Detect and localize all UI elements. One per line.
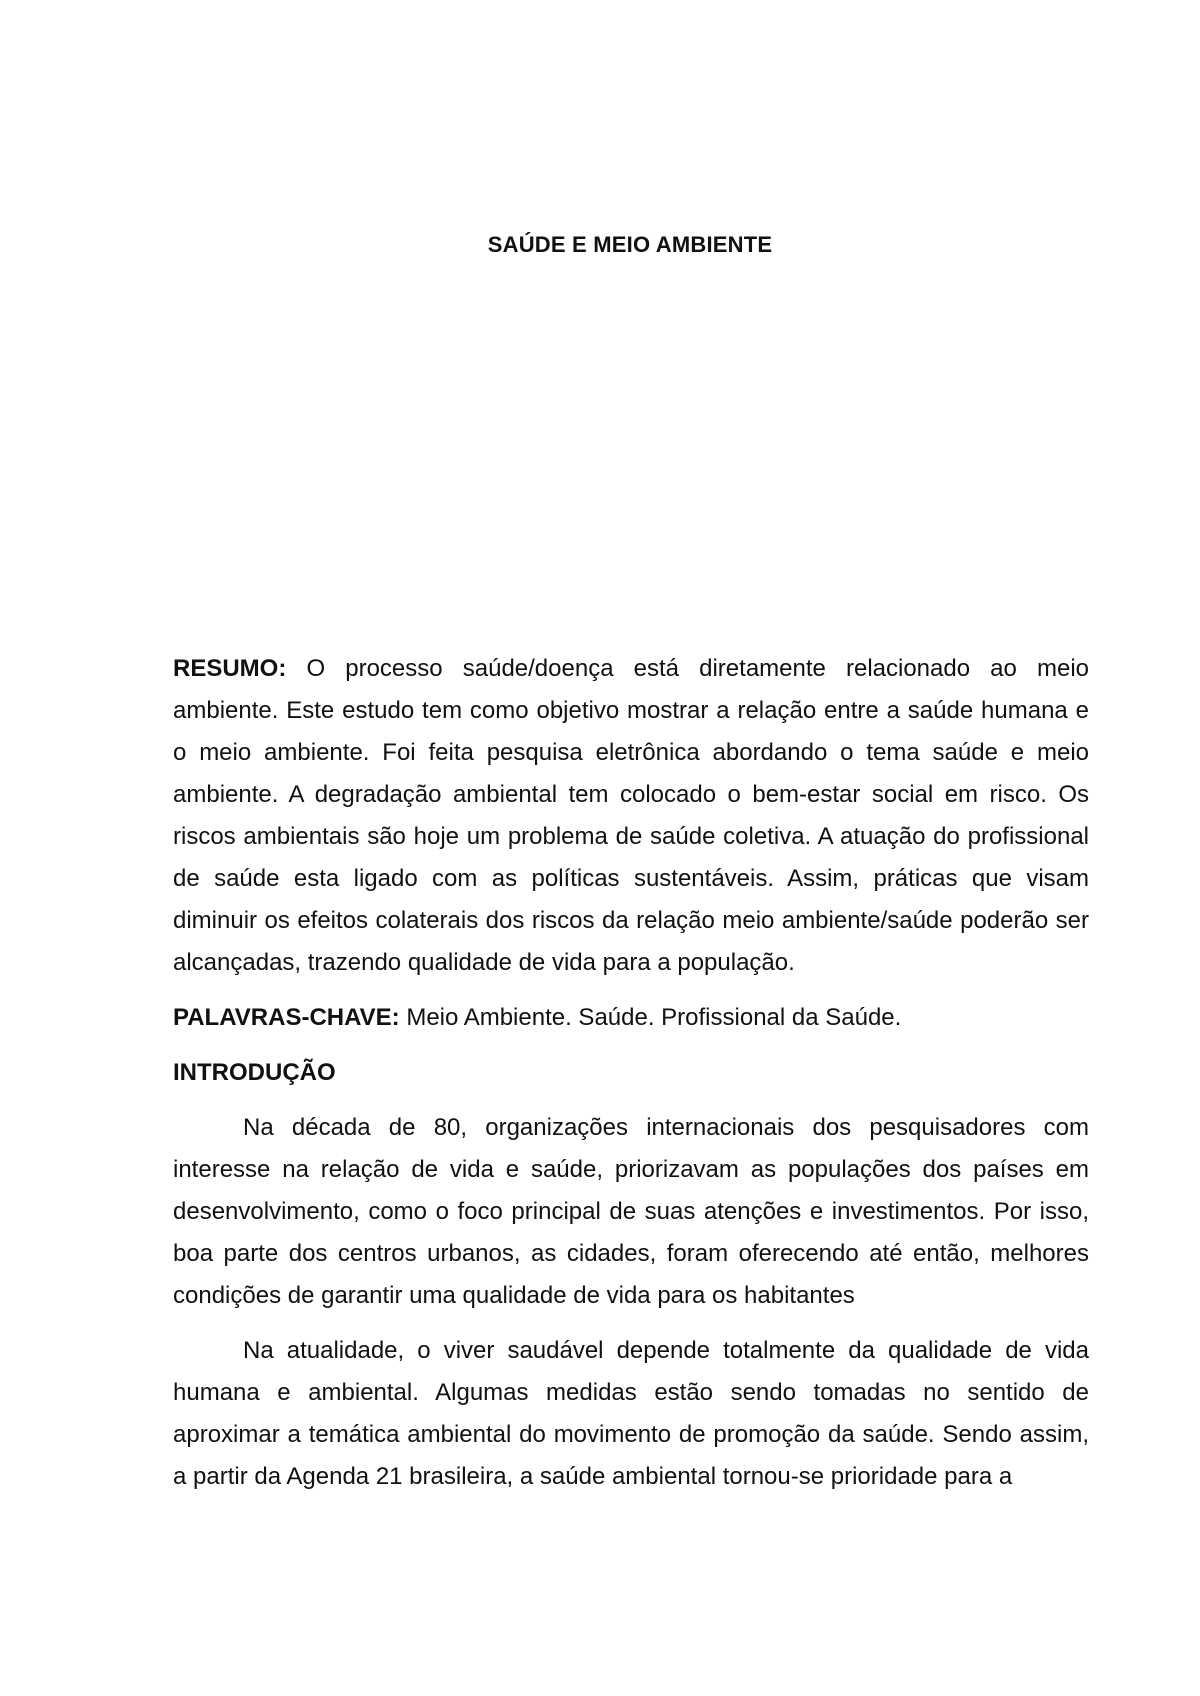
document-title: SAÚDE E MEIO AMBIENTE [487, 232, 773, 257]
introduction-paragraph-2: Na atualidade, o viver saudável depende totalmente da qualidade de vida humana e ambiental. Algumas medidas estão sendo tomadas no sentido de aproximar a temática ambiental do movimento de promoção da saúde. Sendo assim, a partir da Agenda 21 brasileira, a saúde ambiental tornou-se prioridade para a [173, 1337, 1089, 1490]
keywords-paragraph [173, 997, 1089, 1039]
document-body [173, 648, 1089, 1498]
introduction-heading: INTRODUÇÃO [173, 1059, 336, 1086]
introduction-paragraph-1: Na década de 80, organizações internacionais dos pesquisadores com interesse na relação de vida e saúde, priorizavam as populações dos países em desenvolvimento, como o foco principal de suas atenções e investimentos. Por isso, boa parte dos centros urbanos, as cidades, foram oferecendo até então, melhores condições de garantir uma qualidade de vida para os habitantes [173, 1114, 1089, 1309]
abstract-label: RESUMO: [173, 655, 287, 682]
keywords-label: PALAVRAS-CHAVE: [173, 1004, 400, 1031]
abstract-text: O processo saúde/doença está diretamente relacionado ao meio ambiente. Este estudo tem como objetivo mostrar a relação entre a saúde humana e o meio ambiente. Foi feita pesquisa eletrônica abordando o tema saúde e meio ambiente. A degradação ambiental tem colocado o bem-estar social em risco. Os riscos ambientais são hoje um problema de saúde coletiva. A atuação do profissional de saúde esta ligado com as políticas sustentáveis. Assim, práticas que visam diminuir os efeitos colaterais dos riscos da relação meio ambiente/saúde poderão ser alcançadas, trazendo qualidade de vida para a população. [173, 655, 1090, 976]
abstract-paragraph [173, 648, 1089, 984]
keywords-text: Meio Ambiente. Saúde. Profissional da Saúde. [406, 1004, 902, 1031]
